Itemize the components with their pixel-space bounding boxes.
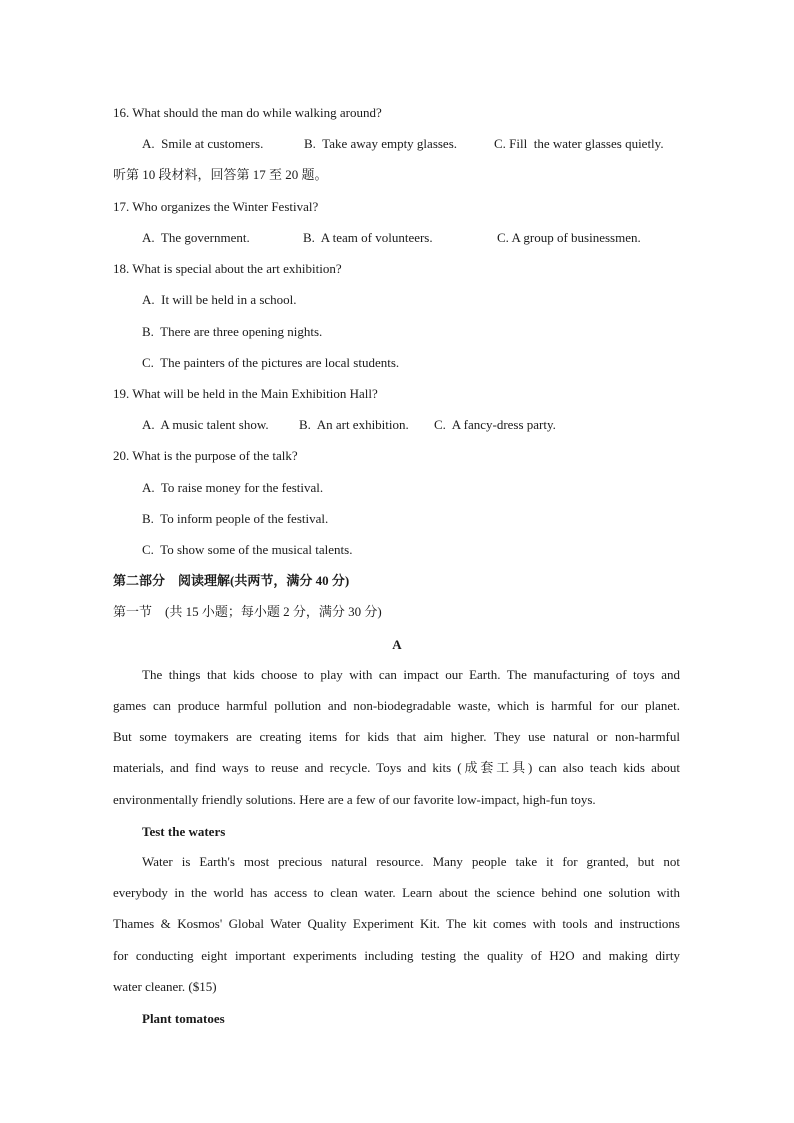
question-17: 17. Who organizes the Winter Festival? — [113, 199, 319, 214]
water-line: water cleaner. ($15) — [113, 979, 217, 994]
q20-option-b: B. To inform people of the festival. — [142, 511, 329, 526]
question-20: 20. What is the purpose of the talk? — [113, 448, 298, 463]
q20-option-c: C. To show some of the musical talents. — [142, 542, 353, 557]
intro-line: But some toymakers are creating items for kids that aim higher. They use natural or non-harmful — [113, 729, 680, 744]
q17-option-b: B. A team of volunteers. — [303, 230, 433, 245]
q19-option-b: B. An art exhibition. — [299, 417, 409, 432]
intro-line: The things that kids choose to play with can impact our Earth. The manufacturing of toys and — [142, 667, 680, 682]
q16-option-b: B. Take away empty glasses. — [304, 136, 458, 151]
q17-option-a: A. The government. — [142, 230, 250, 245]
question-19: 19. What will be held in the Main Exhibition Hall? — [113, 386, 378, 401]
q19-option-a: A. A music talent show. — [142, 417, 269, 432]
passage-label: A — [392, 637, 402, 652]
q18-option-a: A. It will be held in a school. — [142, 292, 297, 307]
listening-instruction: 听第 10 段材料，回答第 17 至 20 题。 — [113, 167, 328, 182]
intro-line: materials, and find ways to reuse and recycle. Toys and kits (成套工具) can also teach kids about — [113, 760, 680, 775]
q17-option-c: C. A group of businessmen. — [497, 230, 641, 245]
q16-option-c: C. Fill the water glasses quietly. — [494, 136, 664, 151]
intro-line: environmentally friendly solutions. Here are a few of our favorite low-impact, high-fun toys. — [113, 792, 596, 807]
section-title: 第一节 (共 15 小题；每小题 2 分，满分 30 分) — [113, 604, 382, 619]
water-line: for conducting eight important experiments including testing the quality of H2O and making dirty — [113, 948, 680, 963]
q20-option-a: A. To raise money for the festival. — [142, 480, 324, 495]
q18-option-c: C. The painters of the pictures are local students. — [142, 355, 400, 370]
heading-plant-tomatoes: Plant tomatoes — [142, 1011, 225, 1026]
question-18: 18. What is special about the art exhibition? — [113, 261, 342, 276]
water-line: Water is Earth's most precious natural resource. Many people take it for granted, but not — [142, 854, 680, 869]
heading-test-the-waters: Test the waters — [142, 824, 226, 839]
question-16: 16. What should the man do while walking around? — [113, 105, 382, 120]
q18-option-b: B. There are three opening nights. — [142, 324, 323, 339]
intro-line: games can produce harmful pollution and non-biodegradable waste, which is harmful for our planet. — [113, 698, 680, 713]
water-line: everybody in the world has access to clean water. Learn about the science behind one solution with — [113, 885, 680, 900]
part-title: 第二部分 阅读理解(共两节，满分 40 分) — [113, 573, 350, 588]
water-line: Thames & Kosmos' Global Water Quality Experiment Kit. The kit comes with tools and instructions — [113, 916, 680, 931]
q16-option-a: A. Smile at customers. — [142, 136, 264, 151]
q19-option-c: C. A fancy-dress party. — [434, 417, 556, 432]
